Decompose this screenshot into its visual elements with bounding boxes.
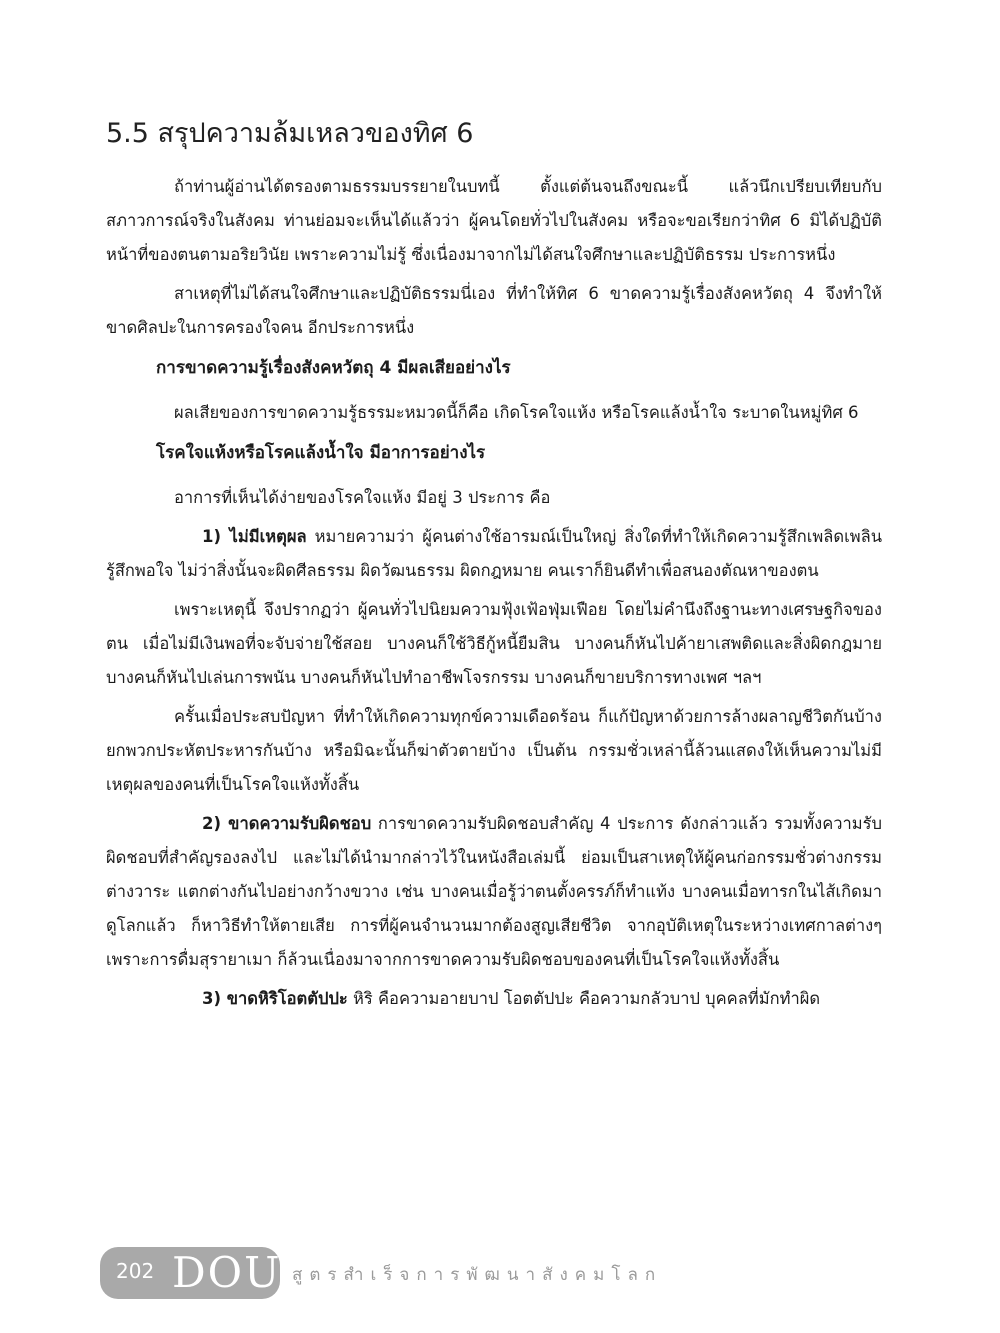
book-title: สูตรสำเร็จการพัฒนาสังคมโลก	[292, 1265, 663, 1285]
paragraph-3: ผลเสียของการขาดความรู้ธรรมะหมวดนี้ก็คือ เกิดโรคใจแห้ง หรือโรคแล้งน้ำใจ ระบาดในหมู่ทิศ 6	[174, 403, 859, 422]
paragraph-4: อาการที่เห็นได้ง่ายของโรคใจแห้ง มีอยู่ 3 ประการ คือ	[174, 488, 551, 507]
list-item-2-text: การขาดความรับผิดชอบสำคัญ 4 ประการ ดังกล่าวแล้ว รวมทั้งความรับผิดชอบที่สำคัญรองลงไป และไม่ได้นำมากล่าวไว้ในหนังสือเล่มนี้ ย่อมเป็นสาเหตุให้ผู้คนก่อกรรมชั่วต่างกรรมต่างวาระ แตกต่างกันไปอย่างกว้างขวาง เช่น บางคนเมื่อรู้ว่าตนตั้งครรภ์ก็ทำแท้ง บางคนเมื่อทารกในไส้เกิดมาดูโลกแล้ว ก็หาวิธีทำให้ตายเสีย การที่ผู้คนจำนวนมากต้องสูญเสียชีวิต จากอุบัติเหตุในระหว่างเทศกาลต่างๆ เพราะการดื่มสุรายาเมา ก็ล้วนเนื่องมาจากการขาดความรับผิดชอบของคนที่เป็นโรคใจแห้งทั้งสิ้น	[106, 814, 882, 969]
list-item-2-label: 2) ขาดความรับผิดชอบ	[202, 814, 372, 833]
page-number: 202	[116, 1259, 155, 1283]
list-item-1-text: หมายความว่า ผู้คนต่างใช้อารมณ์เป็นใหญ่ สิ่งใดที่ทำให้เกิดความรู้สึกเพลิดเพลิน รู้สึกพอใจ ไม่ว่าสิ่งนั้นจะผิดศีลธรรม ผิดวัฒนธรรม ผิดกฎหมาย คนเราก็ยินดีทำเพื่อสนองตัณหาของตน	[106, 527, 883, 580]
page-content	[106, 112, 882, 1021]
list-item-2	[106, 807, 882, 977]
dou-logo: DOU	[172, 1248, 282, 1297]
footer-badge	[100, 1247, 280, 1299]
paragraph-1: ถ้าท่านผู้อ่านได้ตรองตามธรรมบรรยายในบทนี้ ตั้งแต่ต้นจนถึงขณะนี้ แล้วนึกเปรียบเทียบกับสภาวการณ์จริงในสังคม ท่านย่อมจะเห็นได้แล้วว่า ผู้คนโดยทั่วไปในสังคม หรือจะขอเรียกว่าทิศ 6 มิได้ปฏิบัติหน้าที่ของตนตามอริยวินัย เพราะความไม่รู้ ซึ่งเนื่องมาจากไม่ได้สนใจศึกษาและปฏิบัติธรรม ประการหนึ่ง	[106, 177, 882, 264]
paragraph-2: สาเหตุที่ไม่ได้สนใจศึกษาและปฏิบัติธรรมนี่เอง ที่ทำให้ทิศ 6 ขาดความรู้เรื่องสังคหวัตถุ 4 จึงทำให้ขาดศิลปะในการครองใจคน อีกประการหนึ่ง	[106, 284, 882, 337]
page-footer	[100, 1247, 800, 1299]
subheading-effects: การขาดความรู้เรื่องสังคหวัตถุ 4 มีผลเสียอย่างไร	[156, 358, 511, 378]
paragraph-6: ครั้นเมื่อประสบปัญหา ที่ทำให้เกิดความทุกข์ความเดือดร้อน ก็แก้ปัญหาด้วยการล้างผลาญชีวิตกันบ้าง ยกพวกประหัตประหารกันบ้าง หรือมิฉะนั้นก็ฆ่าตัวตายบ้าง เป็นต้น กรรมชั่วเหล่านี้ล้วนแสดงให้เห็นความไม่มีเหตุผลของคนที่เป็นโรคใจแห้งทั้งสิ้น	[106, 707, 882, 794]
subheading-symptoms: โรคใจแห้งหรือโรคแล้งน้ำใจ มีอาการอย่างไร	[156, 443, 486, 463]
paragraph-5: เพราะเหตุนี้ จึงปรากฏว่า ผู้คนทั่วไปนิยมความฟุ้งเฟ้อฟุ่มเฟือย โดยไม่คำนึงถึงฐานะทางเศรษฐกิจของตน เมื่อไม่มีเงินพอที่จะจับจ่ายใช้สอย บางคนก็ใช้วิธีกู้หนี้ยืมสิน บางคนก็หันไปค้ายาเสพติดและสิ่งผิดกฎมาย บางคนก็หันไปเล่นการพนัน บางคนก็หันไปทำอาชีพโจรกรรม บางคนก็ขายบริการทางเพศ ฯลฯ	[106, 600, 882, 687]
list-item-1	[106, 520, 882, 588]
list-item-1-label: 1) ไม่มีเหตุผล	[202, 527, 307, 546]
list-item-3-text: หิริ คือความอายบาป โอตตัปปะ คือความกลัวบาป บุคคลที่มักทำผิด	[347, 989, 821, 1008]
list-item-3-label: 3) ขาดหิริโอตตัปปะ	[202, 989, 348, 1008]
list-item-3	[106, 982, 882, 1016]
section-title: 5.5 สรุปความล้มเหลวของทิศ 6	[106, 118, 474, 149]
